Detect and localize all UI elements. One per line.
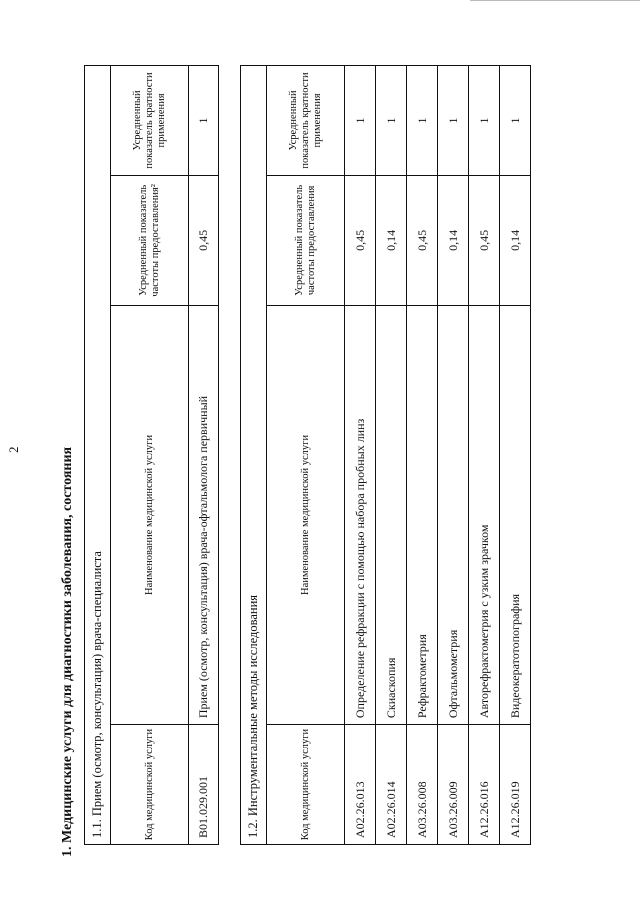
header-code: Код медицинской услуги (267, 725, 345, 845)
table-subtitle: 1.2. Инструментальные методы исследования (241, 66, 267, 845)
table-subtitle: 1.1. Прием (осмотр, консультация) врача-специалиста (85, 66, 111, 845)
service-code: A03.26.009 (438, 725, 469, 845)
table-row (500, 66, 531, 845)
service-name: Офтальмометрия (438, 305, 469, 724)
multiplicity-value: 1 (189, 66, 219, 176)
table-row (345, 66, 376, 845)
service-code: A02.26.014 (376, 725, 407, 845)
header-name: Наименование медицинской услуги (267, 305, 345, 724)
service-code: A02.26.013 (345, 725, 376, 845)
multiplicity-value: 1 (500, 66, 531, 176)
table-consultation (84, 65, 219, 845)
service-name: Видеокератотопография (500, 305, 531, 724)
multiplicity-value: 1 (345, 66, 376, 176)
header-multiplicity: Усредненный показатель кратности применения (111, 66, 189, 176)
table-row (438, 66, 469, 845)
section-title: 1. Медицинские услуги для диагностики заболевания, состояния (60, 446, 75, 857)
table-row (469, 66, 500, 845)
header-frequency: Усредненный показатель частоты предоставления (267, 175, 345, 305)
header-code: Код медицинской услуги (111, 725, 189, 845)
table-row (407, 66, 438, 845)
table-instrumental (240, 65, 531, 845)
service-code: A12.26.016 (469, 725, 500, 845)
multiplicity-value: 1 (438, 66, 469, 176)
header-frequency: Усредненный показатель частоты предоставления² (111, 175, 189, 305)
header-name: Наименование медицинской услуги (111, 305, 189, 724)
frequency-value: 0,45 (469, 175, 500, 305)
service-code: A03.26.008 (407, 725, 438, 845)
service-code: A12.26.019 (500, 725, 531, 845)
frequency-value: 0,45 (189, 175, 219, 305)
page-number: 2 (6, 446, 21, 453)
multiplicity-value: 1 (469, 66, 500, 176)
frequency-value: 0,14 (438, 175, 469, 305)
service-name: Прием (осмотр, консультация) врача-офтальмолога первичный (189, 305, 219, 724)
service-name: Авторефрактометрия с узким зрачком (469, 305, 500, 724)
frequency-value: 0,45 (345, 175, 376, 305)
service-name: Определение рефракции с помощью набора пробных линз (345, 305, 376, 724)
frequency-value: 0,45 (407, 175, 438, 305)
multiplicity-value: 1 (376, 66, 407, 176)
service-name: Рефрактометрия (407, 305, 438, 724)
multiplicity-value: 1 (407, 66, 438, 176)
frequency-value: 0,14 (376, 175, 407, 305)
table-row (189, 66, 219, 845)
header-multiplicity: Усредненный показатель кратности применения (267, 66, 345, 176)
service-name: Скиаскопия (376, 305, 407, 724)
service-code: B01.029.001 (189, 725, 219, 845)
table-row (376, 66, 407, 845)
frequency-value: 0,14 (500, 175, 531, 305)
